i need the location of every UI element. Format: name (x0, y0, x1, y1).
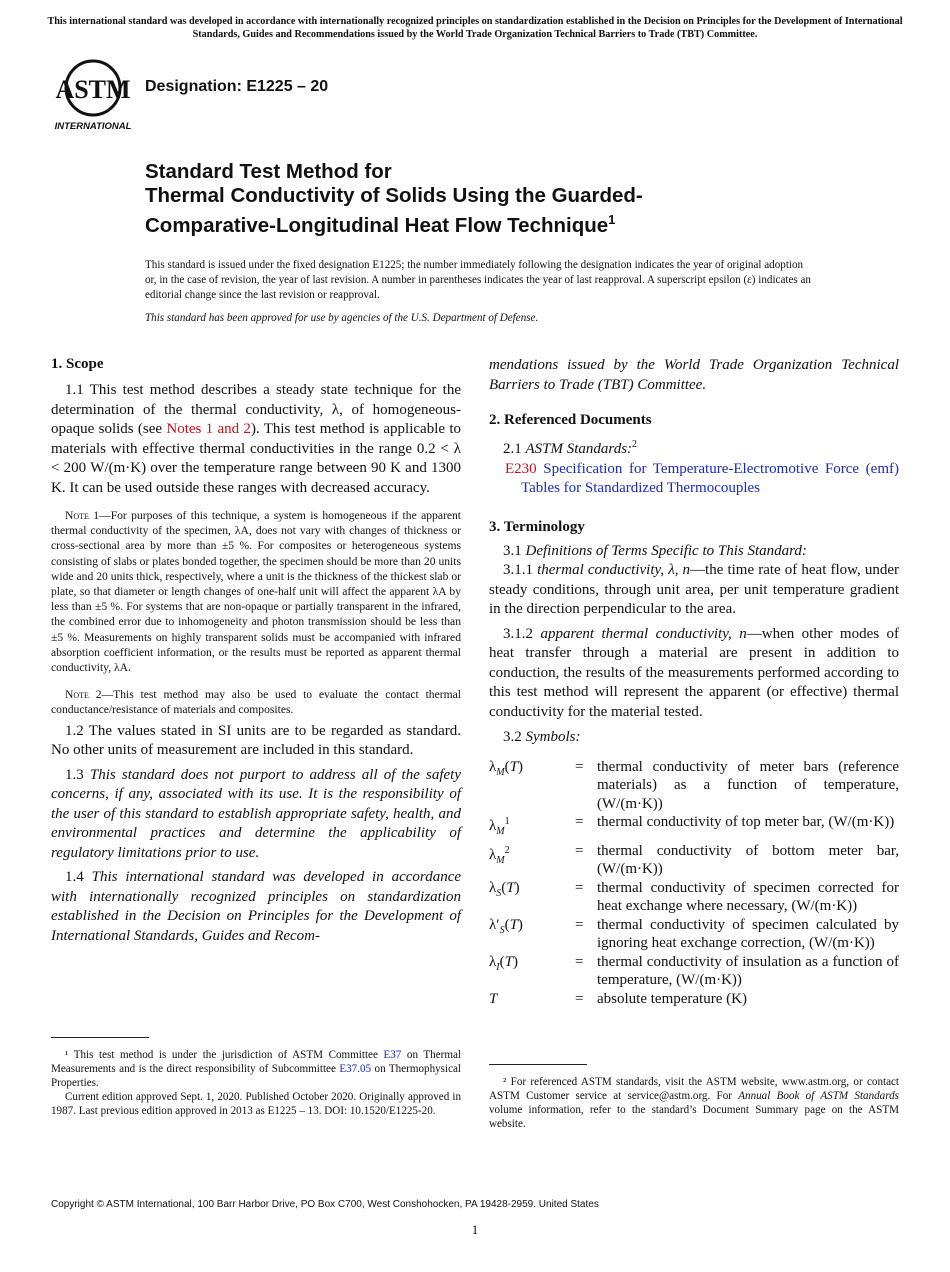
e230-link[interactable]: E230 (505, 460, 537, 477)
symbol-equals: = (575, 758, 584, 775)
symbol-definition: thermal conductivity of meter bars (reference materials) as a function of temperature, (W/(m·K)) (597, 758, 899, 812)
scope-1-3: 1.3 This standard does not purport to address all of the safety concerns, if any, associated with its use. It is the responsibility of the user of this standard to establish appropriate safety, health, and environmental practices and determine the applicability of regulatory limitations prior to use. (51, 766, 462, 861)
symbol-equals: = (575, 879, 584, 896)
terminology-3-1: 3.1 Definitions of Terms Specific to This Standard: (503, 542, 807, 559)
note-2: Note 2—This test method may also be used to evaluate the contact thermal conductance/resistance of materials and composites. (51, 688, 461, 717)
symbol-lambda-m-t: $\lambda_M(T)$ (489, 758, 523, 778)
footnote-rule (51, 1037, 149, 1038)
symbols-subheading: 3.2 Symbols: (503, 729, 581, 745)
symbol-definition: thermal conductivity of top meter bar, (W/(m·K)) (597, 814, 895, 830)
symbol-equals: = (575, 814, 584, 830)
symbol-equals: = (575, 916, 584, 933)
referenced-documents-heading: 2. Referenced Documents (489, 412, 652, 428)
terminology-heading: 3. Terminology (489, 518, 585, 535)
dod-approval-statement: This standard has been approved for use by agencies of the U.S. Department of Defense. (145, 312, 539, 324)
issued-statement: This standard is issued under the fixed designation E1225; the number immediately following the designation indicates the year of original adoption or, in the case of revision, the year of last revision. A number in parentheses indicates the year of last reapproval. A superscript epsilon (ε) indicates an editorial change since the last revision or reapproval. (145, 259, 811, 301)
symbol-t: T (489, 990, 498, 1007)
right-column (489, 356, 899, 1008)
symbol-lambda-m2: $\lambda_M^2$ (489, 844, 510, 866)
footnote-2: ² For referenced ASTM standards, visit the ASTM website, www.astm.org, or contact ASTM Customer service at service@astm.org. For Annual Book of ASTM Standards volume information, refer to the standard’s Document Summary page on the ASTM website. (489, 1076, 899, 1130)
symbol-definition: thermal conductivity of bottom meter bar, (W/(m·K)) (597, 842, 899, 877)
title-line-2: Thermal Conductivity of Solids Using the Guarded- (145, 184, 643, 207)
symbol-row (489, 916, 899, 953)
logo-text: INTERNATIONAL (54, 121, 132, 132)
symbol-definition: absolute temperature (K) (597, 990, 747, 1007)
scope-1-1: 1.1 This test method describes a steady state technique for the determination of the thermal conductivity, λ, of homogeneous-opaque solids (see Notes 1 and 2). This test method is applicable to materials with effective thermal conductivities in the range 0.2 < λ < 200 W/(m·K) over the temperature range between 90 K and 1300 K. It can be used outside these ranges with decreased accuracy. (51, 382, 461, 496)
symbol-lambda-prime-s-t: $\lambda'_S(T)$ (489, 916, 523, 936)
symbol-definition: thermal conductivity of insulation as a function of temperature, (W/(m·K)) (597, 953, 899, 988)
symbol-row (489, 953, 899, 990)
terminology-3-1-1: 3.1.1 thermal conductivity, λ, n—the time rate of heat flow, under steady conditions, through unit area, per unit temperature gradient in the direction perpendicular to the area. (489, 562, 900, 617)
symbol-lambda-s-t: $\lambda_S(T)$ (489, 879, 520, 899)
astm-standards-subheading: 2.1 ASTM Standards:$^2$ (503, 439, 638, 457)
svg-text:ASTM: ASTM (55, 75, 131, 104)
scope-1-4: 1.4 This international standard was developed in accordance with internationally recognized principles on standardization established in the Decision on Principles for the Development of International Standards, Guides and Recom- (51, 869, 462, 944)
scope-heading: 1. Scope (51, 356, 104, 372)
copyright-line: Copyright © ASTM International, 100 Barr Harbor Drive, PO Box C700, West Conshohocken, PA 19428-2959. United States (51, 1199, 599, 1210)
symbol-equals: = (575, 953, 584, 970)
symbol-row (489, 842, 899, 879)
referenced-doc-e230 (489, 460, 899, 499)
symbol-definition: thermal conductivity of specimen calculated by ignoring heat exchange correction, (W/(m·K)) (597, 916, 899, 951)
top-notice: This international standard was developed in accordance with internationally recognized principles on standardization established in the Decision on Principles for the Development of International Standards, Guides and Recommendations issued by the World Trade Organization Technical Barriers to Trade (TBT) Committee. (47, 16, 903, 40)
symbol-equals: = (575, 842, 584, 859)
page-number: 1 (471, 1222, 479, 1237)
left-column (51, 356, 461, 946)
title-footnote-mark: 1 (608, 212, 616, 227)
title-line-3: Comparative-Longitudinal Heat Flow Technique$^1$ (145, 212, 616, 237)
symbol-row (489, 758, 899, 814)
symbol-row (489, 813, 899, 842)
symbol-row (489, 990, 899, 1009)
e230-title-link[interactable]: Specification for Temperature-Electromotive Force (emf) Tables for Standardized Thermocouples (521, 460, 899, 496)
title-line-1: Standard Test Method for (145, 160, 392, 183)
terminology-3-1-2: 3.1.2 apparent thermal conductivity, n—when other modes of heat transfer through a material are present in addition to conduction, the results of the measurements performed according to this test method will represent the apparent (or effective) thermal conductivity for the material tested. (489, 625, 900, 720)
symbol-equals: = (575, 990, 584, 1007)
symbol-lambda-i-t: $\lambda_I(T)$ (489, 953, 518, 973)
symbol-row (489, 879, 899, 916)
committee-e37-link[interactable]: E37 (383, 1049, 402, 1061)
left-footnotes (51, 1037, 461, 1118)
symbol-definition: thermal conductivity of specimen corrected for heat exchange where necessary, (W/(m·K)) (597, 879, 899, 914)
symbols-list (489, 758, 899, 1009)
document-title (145, 160, 865, 238)
note-1: Note 1—For purposes of this technique, a system is homogeneous if the apparent thermal conductivity of the specimen, λA, does not vary with changes of thickness or cross-sectional area by more than ±5 %. For composites or heterogeneous systems consisting of slabs or plates bonded together, the specimen should be more than 20 units wide and 20 units thick, respectively, where a unit is the thickness of the thickest slab or plate, so that diameter or length changes of one-half unit will affect the apparent λA by less than ±5 %. For systems that are non-opaque or partially transparent in the infrared, the combined error due to inhomogeneity and photon transmission should be less than ±5 %. Measurements on highly transparent solids must be accompanied with infrared absorption coefficient information, or the results must be reported as apparent thermal conductivity, λA. (51, 509, 461, 675)
astm-logo (52, 58, 134, 132)
footnote-rule (489, 1064, 587, 1065)
designation: Designation: E1225 – 20 (145, 78, 329, 95)
footnote-1-edition: Current edition approved Sept. 1, 2020. Published October 2020. Originally approved in 1987. Last previous edition approved in 2013 as E1225 – 13. DOI: 10.1520/E1225-20. (51, 1091, 461, 1117)
subcommittee-e37-05-link[interactable]: E37.05 (339, 1063, 372, 1075)
notes-link[interactable]: Notes 1 and 2 (166, 421, 251, 437)
footnote-1: ¹ This test method is under the jurisdiction of ASTM Committee E37 on Thermal Measurements and is the direct responsibility of Subcommittee E37.05 on Thermophysical Properties. (51, 1049, 461, 1089)
scope-1-4-continued: mendations issued by the World Trade Organization Technical Barriers to Trade (TBT) Committee. (489, 357, 899, 393)
right-footnotes (489, 1064, 899, 1131)
symbol-lambda-m1: $\lambda_M^1$ (489, 816, 510, 837)
scope-1-2: 1.2 The values stated in SI units are to be regarded as standard. No other units of measurement are included in this standard. (51, 722, 461, 759)
